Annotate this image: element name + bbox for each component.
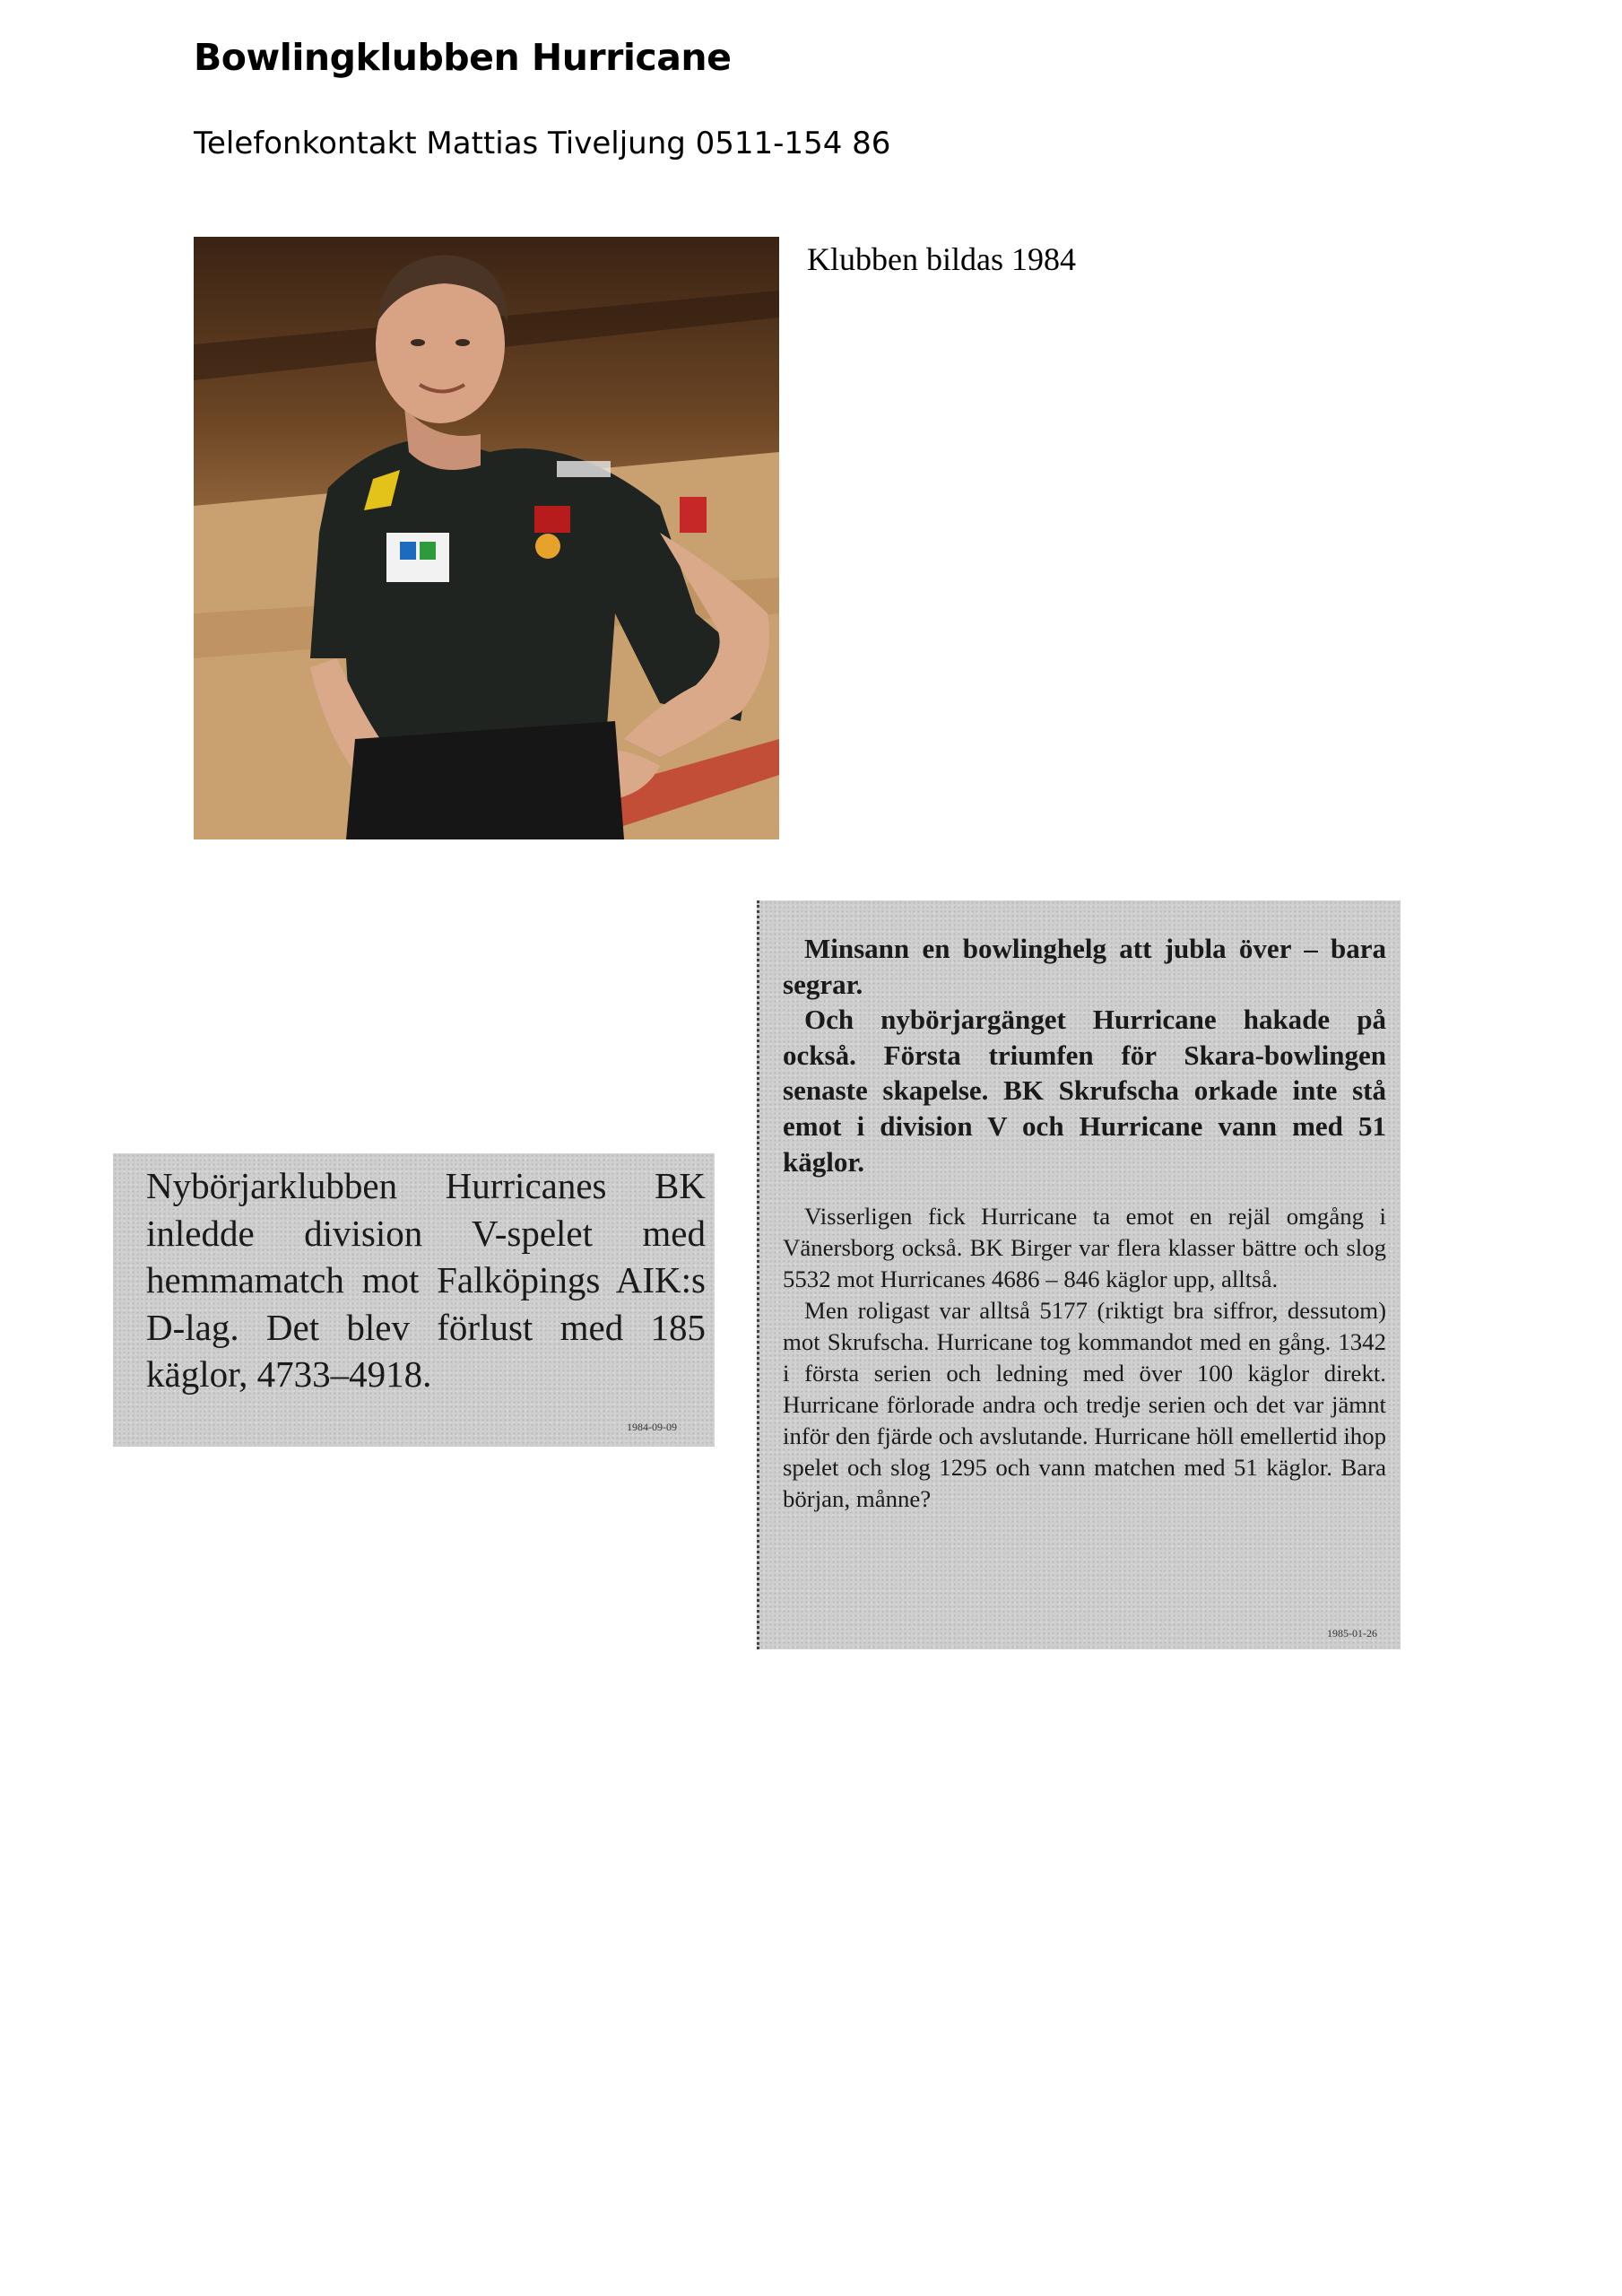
bowler-photo xyxy=(194,237,779,839)
clipping-date: 1985-01-26 xyxy=(1327,1627,1377,1639)
page-title: Bowlingklubben Hurricane xyxy=(194,36,732,79)
clipping-body: Visserligen fick Hurricane ta emot en rejäl omgång i Vänersborg också. BK Birger var flera klasser bättre och slog 5532 mot Hurricanes 4686 – 846 käglor upp, alltså. Men roligast var alltså 5177 (riktigt bra siffror, dessutom) mot Skrufscha. Hurricane tog kommandot med en gång. 1342 i första serien och ledning med över 100 käglor direkt. Hurricane förlorade andra och tredje serien och det var jämnt inför den fjärde och avslutande. Hurricane höll emellertid ihop spelet och slog 1295 och vann matchen med 51 käglor. Bara början, månne? xyxy=(783,1203,1386,1513)
clipping-date: 1984-09-09 xyxy=(627,1421,677,1433)
newspaper-clipping-1984 xyxy=(113,1153,715,1447)
newspaper-clipping-1985 xyxy=(757,900,1401,1649)
clipping-text: Nybörjarklubben Hurricanes BK inledde division V-spelet med hemmamatch mot Falköpings AIK:s D-lag. Det blev förlust med 185 käglor, 4733–4918. xyxy=(146,1165,706,1395)
contact-line: Telefonkontakt Mattias Tiveljung 0511-154 86 xyxy=(194,126,891,161)
founded-note: Klubben bildas 1984 xyxy=(807,241,1076,277)
clipping-lead: Minsann en bowlinghelg att jubla över – bara segrar. Och nybörjargänget Hurricane hakade på också. Första triumfen för Skara-bowlingen senaste skapelse. BK Skrufscha orkade inte stå emot i division V och Hurricane vann med 51 käglor. xyxy=(783,933,1386,1178)
